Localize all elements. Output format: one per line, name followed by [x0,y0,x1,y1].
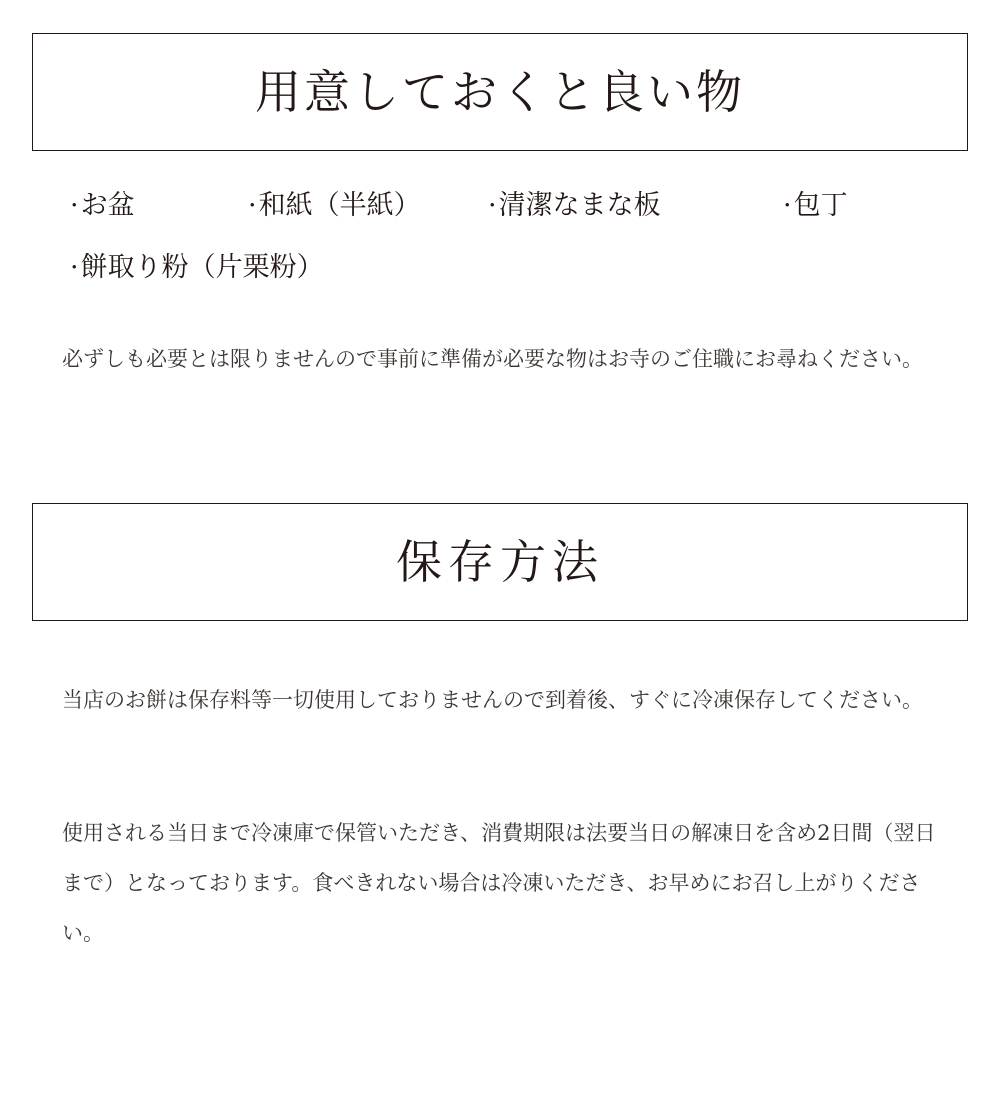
storage-paragraph-1: 当店のお餅は保存料等一切使用しておりませんので到着後、すぐに冷凍保存してください。 [62,688,923,712]
prep-item-tray: · お盆 [70,192,135,219]
prep-item-knife: · 包丁 [783,192,848,219]
prep-item-starch: · 餅取り粉（片栗粉） [70,254,324,281]
prep-note: 必ずしも必要とは限りませんので事前に準備が必要な物はお寺のご住職にお尋ねください。 [62,347,923,371]
prep-item-paper: · 和紙（半紙） [248,192,421,219]
prep-item-cutting-board: · 清潔なまな板 [488,192,661,219]
storage-heading-box [32,503,968,621]
prep-heading-box [32,33,968,151]
storage-paragraph-2: 使用される当日まで冷凍庫で保管いただき、消費期限は法要当日の解凍日を含め2日間（翌日まで）となっております。食べきれない場合は冷凍いただき、お早めにお召し上がりください。 [62,821,936,945]
storage-heading: 保存方法 [396,535,604,589]
prep-heading: 用意しておくと良い物 [255,65,745,119]
